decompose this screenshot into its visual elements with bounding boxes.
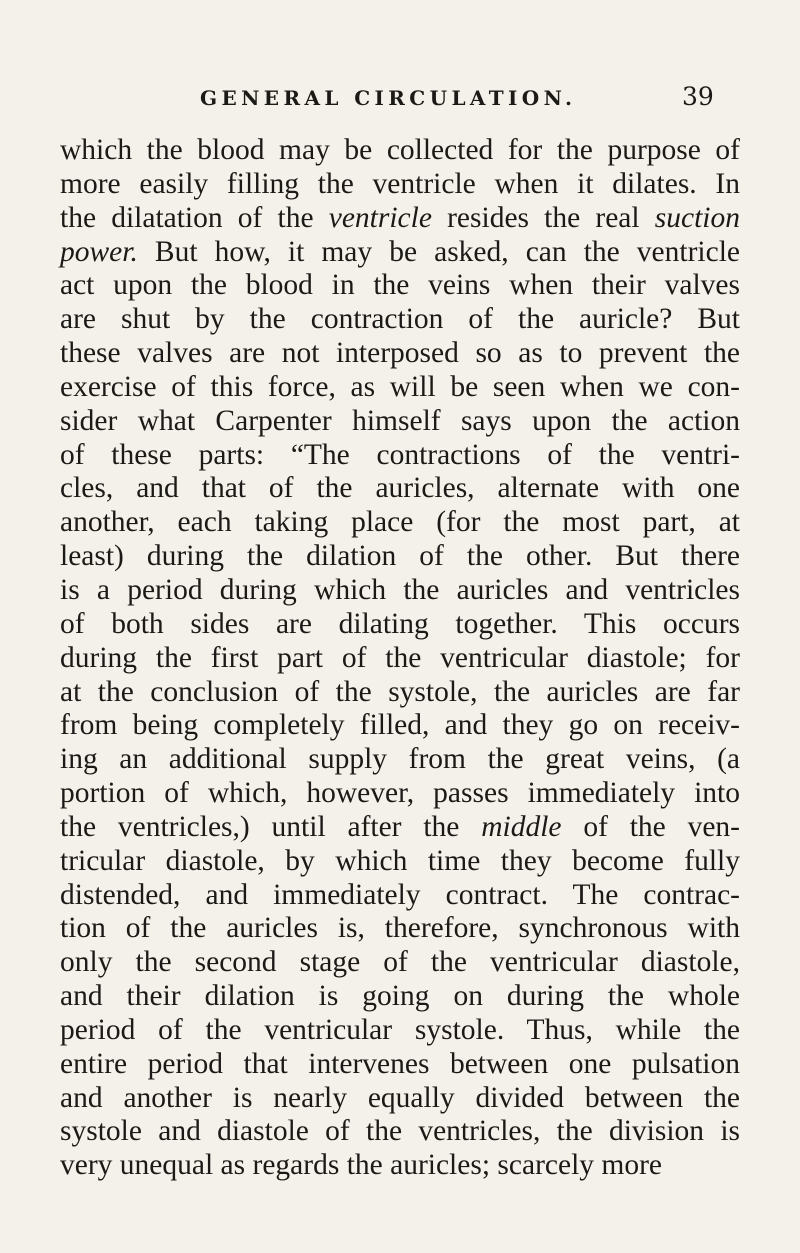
text-line [60, 303, 740, 337]
text-run: systole and diastole of the ventricles, the division is [60, 1115, 740, 1148]
text-run: cles, and that of the auricles, alternate with one [60, 472, 740, 505]
text-run: during the first part of the ventricular diastole; for [60, 641, 740, 674]
text-line [60, 506, 740, 540]
text-run: only the second stage of the ventricular diastole, [60, 946, 740, 979]
text-line [60, 1048, 740, 1082]
text-line [60, 811, 740, 845]
text-line [60, 946, 740, 980]
text-run: and their dilation is going on during the whole [60, 980, 740, 1013]
text-line [60, 202, 740, 236]
text-run: portion of which, however, passes immediately into [60, 777, 740, 810]
text-line [60, 777, 740, 811]
text-line [60, 540, 740, 574]
text-line [60, 337, 740, 371]
italic-text-run: suction [654, 201, 740, 234]
text-line [60, 1082, 740, 1116]
body-paragraph [60, 134, 740, 1183]
text-run: act upon the blood in the veins when their valves [60, 269, 740, 302]
text-run: sider what Carpenter himself says upon the action [60, 404, 740, 437]
text-line [60, 405, 740, 439]
text-line [60, 1149, 740, 1183]
text-line [60, 236, 740, 270]
text-run: entire period that intervenes between one pulsation [60, 1047, 740, 1080]
text-line [60, 912, 740, 946]
text-line [60, 168, 740, 202]
text-run: But how, it may be asked, can the ventricle [137, 235, 740, 268]
text-run: period of the ventricular systole. Thus, while the [60, 1013, 740, 1046]
text-line [60, 879, 740, 913]
text-run: least) during the dilation of the other. But there [60, 540, 740, 573]
text-line [60, 608, 740, 642]
text-line [60, 743, 740, 777]
text-run: from being completely filled, and they go on receiv- [60, 709, 740, 742]
text-line [60, 980, 740, 1014]
text-run: exercise of this force, as will be seen when we con- [60, 370, 740, 403]
page-number: 39 [682, 82, 714, 111]
text-line [60, 642, 740, 676]
text-run: is a period during which the auricles and ventricles [60, 573, 740, 606]
text-line [60, 472, 740, 506]
text-run: ing an additional supply from the great veins, (a [60, 743, 740, 776]
text-run: tricular diastole, by which time they become fully [60, 844, 740, 877]
text-run: these valves are not interposed so as to prevent the [60, 337, 740, 370]
text-run: at the conclusion of the systole, the auricles are far [60, 675, 740, 708]
text-line [60, 134, 740, 168]
running-head: GENERAL CIRCULATION. [200, 86, 577, 110]
text-run: and another is nearly equally divided between the [60, 1081, 740, 1114]
text-run: distended, and immediately contract. The contrac- [60, 878, 740, 911]
text-run: resides the real [431, 201, 655, 234]
text-run: more easily filling the ventricle when it dilates. In [60, 167, 740, 200]
text-line [60, 1115, 740, 1149]
italic-text-run: ventricle [328, 201, 432, 234]
text-run: of these parts: “The contractions of the ventri- [60, 438, 740, 471]
text-line [60, 676, 740, 710]
text-run: the ventricles,) until after the [60, 810, 482, 843]
text-run: another, each taking place (for the most part, at [60, 506, 740, 539]
text-line [60, 439, 740, 473]
text-run: are shut by the contraction of the auricle? But [60, 303, 740, 336]
text-run: of the ven- [561, 810, 741, 843]
text-line [60, 709, 740, 743]
italic-text-run: power. [60, 235, 138, 268]
text-line [60, 1014, 740, 1048]
italic-text-run: middle [481, 810, 562, 843]
text-line [60, 845, 740, 879]
text-run: of both sides are dilating together. This occurs [60, 607, 740, 640]
text-run: which the blood may be collected for the purpose of [60, 134, 740, 166]
text-line [60, 269, 740, 303]
text-line [60, 574, 740, 608]
text-run: tion of the auricles is, therefore, synchronous with [60, 912, 740, 945]
text-run: very unequal as regards the auricles; scarcely more [60, 1149, 663, 1182]
text-line [60, 371, 740, 405]
text-run: the dilatation of the [60, 201, 329, 234]
